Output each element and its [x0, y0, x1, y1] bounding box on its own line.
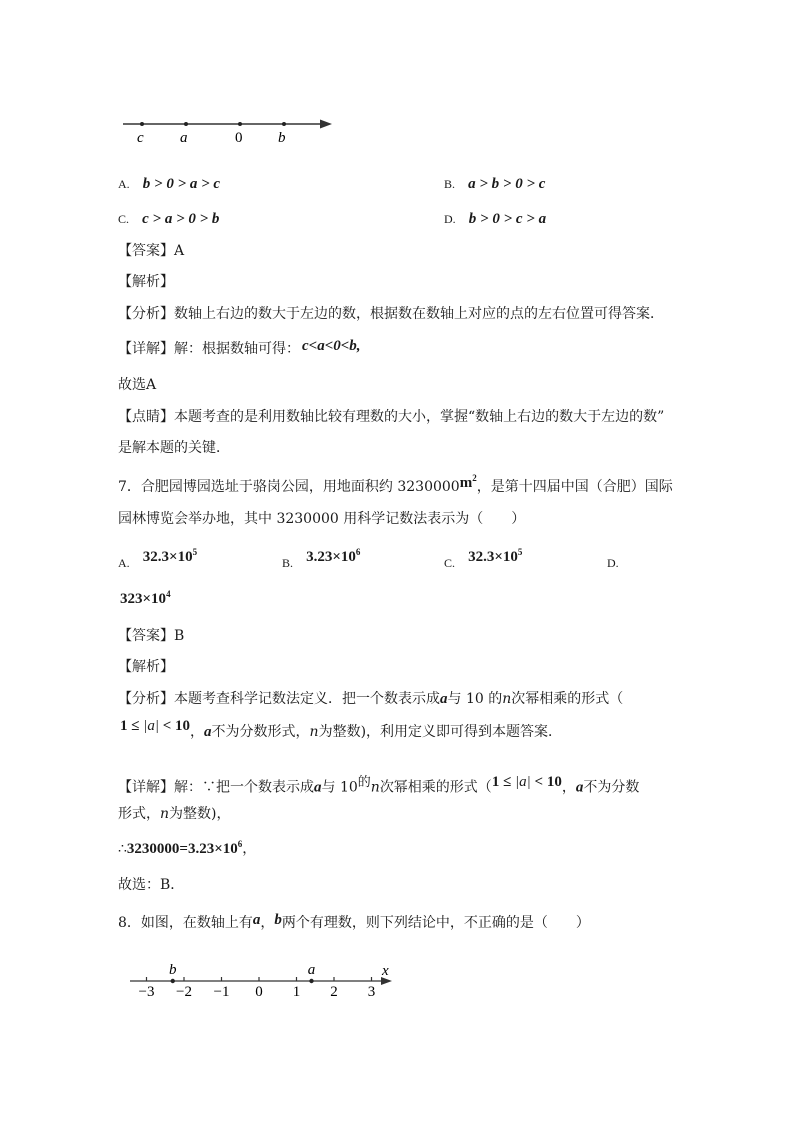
xj-text-3: 的: [357, 775, 371, 790]
expr-base: 3.23×10: [306, 549, 356, 565]
var-a: a: [204, 724, 212, 740]
fenxi-text-5: 为整数)，利用定义即可得到本题答案．: [318, 724, 563, 740]
unit-exp: 2: [472, 473, 477, 483]
q7-xiangjie-line2: [118, 803, 231, 823]
option-letter: A.: [118, 556, 130, 570]
comma: ，: [242, 841, 257, 857]
unit-base: m: [459, 475, 473, 491]
q6-option-c: [118, 208, 219, 228]
number-line-q6: [118, 112, 338, 148]
option-expr: [306, 549, 360, 565]
point-c: [140, 122, 144, 126]
q7-guxuan: 故选：B．: [118, 877, 185, 893]
cond-left: 1 ≤: [120, 718, 140, 734]
option-letter: B.: [282, 556, 294, 570]
point-a: [309, 979, 313, 983]
xj-text-2: 与 10: [321, 779, 358, 796]
unit: [460, 475, 477, 491]
q7-option-b: [282, 546, 361, 570]
tick-label: 2: [330, 984, 338, 1000]
tick-label: 1: [292, 984, 301, 1000]
stem-text-2: 两个有理数，则下列结论中，不正确的是（ ）: [281, 915, 590, 931]
option-expr: b > 0 > a > c: [142, 176, 221, 192]
label-zero: 0: [235, 130, 243, 146]
label-b: b: [278, 130, 286, 146]
point-a: [184, 122, 188, 126]
expr-base: 32.3×10: [468, 549, 518, 565]
option-expr: b > 0 > c > a: [468, 211, 547, 227]
option-letter: D.: [607, 556, 619, 570]
option-expr: [120, 591, 171, 607]
cond-right: < 10: [534, 773, 562, 790]
option-letter: D.: [444, 212, 456, 226]
var-a: a: [252, 912, 261, 928]
point-b: [282, 122, 286, 126]
var-b: b: [274, 912, 282, 928]
cond-left: 1 ≤: [491, 773, 512, 790]
condition: [492, 774, 562, 790]
expr-exp: 5: [192, 547, 198, 557]
tick-label: 3: [367, 984, 376, 1000]
cond-abs: |a|: [515, 773, 531, 790]
option-letter: B.: [444, 177, 456, 191]
stem-text-2: ，是第十四届中国（合肥）国际: [476, 479, 673, 495]
xj-text-4: 次幂相乘的形式（: [379, 779, 492, 796]
q6-dianjing-2: 是解本题的关键．: [118, 440, 230, 456]
option-expr: [468, 549, 522, 565]
tick-label: 0: [255, 984, 263, 1000]
therefore-icon: ∴: [118, 841, 127, 857]
q7-result: [118, 838, 256, 858]
q7-answer: 【答案】B: [118, 628, 185, 644]
fenxi-text-3: 次幂相乘的形式（: [511, 691, 624, 707]
q7-option-a: [118, 546, 198, 570]
stem-text: 8．如图，在数轴上有: [118, 915, 253, 931]
var-a: a: [440, 691, 448, 707]
q6-answer: 【答案】A: [118, 243, 185, 259]
option-letter: C.: [444, 556, 456, 570]
xiangjie-text: 【详解】解：根据数轴可得：: [118, 341, 300, 357]
tick-label: −2: [176, 984, 192, 1000]
option-letter: C.: [118, 212, 130, 226]
q7-analysis-heading: 【解析】: [118, 659, 174, 675]
cond-abs: |a|: [143, 718, 159, 734]
tick-label: −1: [213, 984, 230, 1000]
point-zero: [238, 122, 242, 126]
q6-option-a: [118, 173, 220, 193]
axis-label-x: x: [382, 963, 389, 979]
expr-exp: 4: [166, 589, 171, 599]
xj-text: 【详解】解：∵把一个数表示成: [118, 779, 314, 796]
q7-option-c: [444, 546, 523, 570]
expr-base: 32.3×10: [142, 549, 193, 565]
arrow-icon: [320, 120, 332, 129]
q7-fenxi-line2: [120, 718, 563, 741]
xj-text-7: 为整数)，: [169, 806, 231, 822]
expr-exp: 6: [355, 547, 361, 557]
option-letter: A.: [118, 177, 130, 191]
q6-fenxi: 【分析】数轴上右边的数大于左边的数，根据数在数轴上对应的点的左右位置可得答案．: [118, 306, 664, 322]
var-n: n: [309, 724, 319, 740]
point-label-a: a: [307, 962, 316, 978]
var-a: a: [314, 779, 322, 796]
option-expr: c > a > 0 > b: [142, 211, 220, 227]
q6-analysis-heading: 【解析】: [118, 274, 174, 290]
option-expr: [143, 549, 197, 565]
fenxi-text-4: 不为分数形式，: [211, 724, 310, 740]
result-expr: [127, 841, 242, 857]
var-n: n: [502, 691, 512, 707]
xj-text-5: 不为分数: [583, 779, 640, 796]
q6-guxuan: 故选A: [118, 377, 157, 393]
comma: ，: [561, 779, 576, 796]
q7-xiangjie-line1: [118, 771, 639, 797]
q8-stem: [118, 912, 590, 932]
var-n: n: [160, 806, 170, 822]
var-n: n: [370, 779, 380, 796]
q7-fenxi-line1: [118, 688, 623, 708]
comma: ，: [260, 915, 275, 931]
point-label-b: b: [169, 962, 177, 978]
q6-xiangjie: [118, 338, 361, 358]
condition: [120, 718, 190, 734]
q6-dianjing-1: 【点睛】本题考查的是利用数轴比较有理数的大小，掌握“数轴上右边的数大于左边的数”: [118, 409, 665, 425]
xiangjie-math: c<a<0<b,: [302, 338, 361, 354]
q7-option-d-letter: [607, 552, 619, 571]
stem-text: 7．合肥园博园选址于骆岗公园，用地面积约 3230000: [118, 479, 460, 495]
q6-option-b: [444, 173, 545, 193]
fenxi-text-2: 与 10 的: [447, 691, 503, 707]
fenxi-text: 【分析】本题考查科学记数法定义．把一个数表示成: [118, 691, 440, 707]
point-b: [171, 979, 175, 983]
option-expr: a > b > 0 > c: [468, 176, 546, 192]
q6-option-d: [444, 208, 546, 228]
label-c: c: [137, 130, 144, 146]
q7-stem-line1: [118, 473, 673, 496]
expr-exp: 5: [517, 547, 523, 557]
result-base: 3230000=3.23×10: [126, 841, 238, 857]
tick-label: −3: [138, 984, 155, 1000]
xj-text-6: 形式，: [118, 806, 160, 822]
q7-option-d-expr: [120, 588, 171, 608]
label-a: a: [180, 130, 188, 146]
comma: ，: [190, 724, 205, 740]
result-exp: 6: [237, 839, 243, 849]
number-line-q8: [126, 956, 398, 1004]
var-a: a: [575, 779, 584, 796]
expr-base: 323×10: [120, 591, 167, 607]
cond-right: < 10: [162, 718, 191, 734]
q7-stem-line2: 园林博览会举办地，其中 3230000 用科学记数法表示为（ ）: [118, 511, 526, 527]
